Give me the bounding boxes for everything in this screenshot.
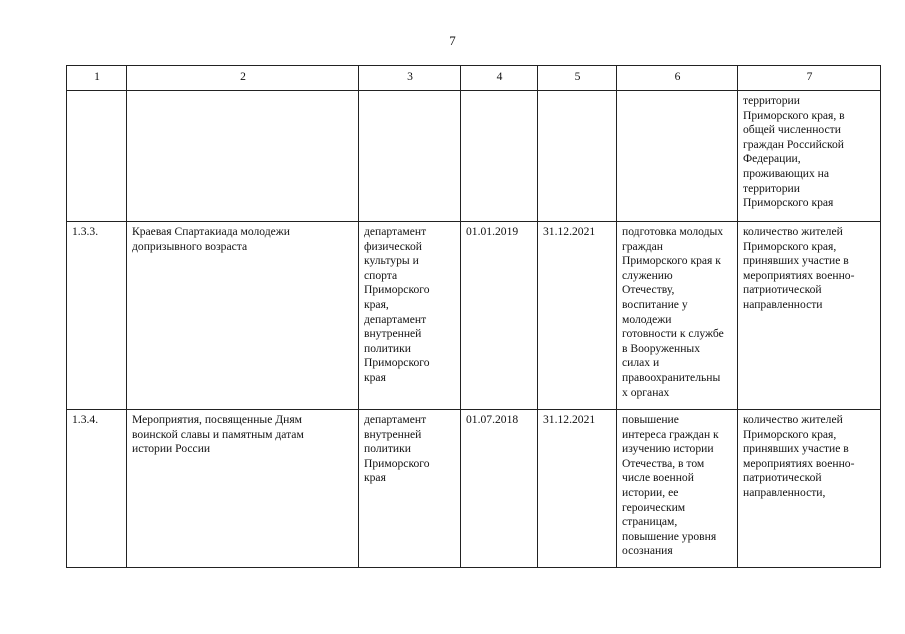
start-date: 01.01.2019	[461, 222, 538, 410]
table-row	[67, 410, 881, 568]
header-cell: 3	[359, 66, 461, 91]
program-table	[66, 65, 881, 568]
row-number	[67, 91, 127, 222]
header-cell: 6	[617, 66, 738, 91]
executor	[359, 91, 461, 222]
end-date: 31.12.2021	[538, 410, 617, 568]
end-date: 31.12.2021	[538, 222, 617, 410]
indicator: количество жителей Приморского края, принявших участие в мероприятиях военно- патриотической направленности,	[738, 410, 881, 568]
end-date	[538, 91, 617, 222]
header-cell: 1	[67, 66, 127, 91]
page-number: 7	[449, 33, 456, 48]
row-number: 1.3.4.	[67, 410, 127, 568]
header-cell: 5	[538, 66, 617, 91]
expected-result	[617, 91, 738, 222]
expected-result: подготовка молодых граждан Приморского края к служению Отечеству, воспитание у молодежи готовности к службе в Вооруженных силах и правоохранительны х органах	[617, 222, 738, 410]
event-name: Мероприятия, посвященные Дням воинской славы и памятным датам истории России	[127, 410, 359, 568]
executor: департамент физической культуры и спорта Приморского края, департамент внутренней политики Приморского края	[359, 222, 461, 410]
table-row	[67, 91, 881, 222]
header-cell: 4	[461, 66, 538, 91]
row-number: 1.3.3.	[67, 222, 127, 410]
start-date: 01.07.2018	[461, 410, 538, 568]
header-cell: 7	[738, 66, 881, 91]
header-cell: 2	[127, 66, 359, 91]
table-header-row	[67, 66, 881, 91]
executor: департамент внутренней политики Приморского края	[359, 410, 461, 568]
expected-result: повышение интереса граждан к изучению истории Отечества, в том числе военной истории, ее героическим страницам, повышение уровня осознания	[617, 410, 738, 568]
indicator: территории Приморского края, в общей численности граждан Российской Федерации, проживающих на территории Приморского края	[738, 91, 881, 222]
event-name: Краевая Спартакиада молодежи допризывного возраста	[127, 222, 359, 410]
event-name	[127, 91, 359, 222]
start-date	[461, 91, 538, 222]
indicator: количество жителей Приморского края, принявших участие в мероприятиях военно- патриотической направленности	[738, 222, 881, 410]
table-row	[67, 222, 881, 410]
